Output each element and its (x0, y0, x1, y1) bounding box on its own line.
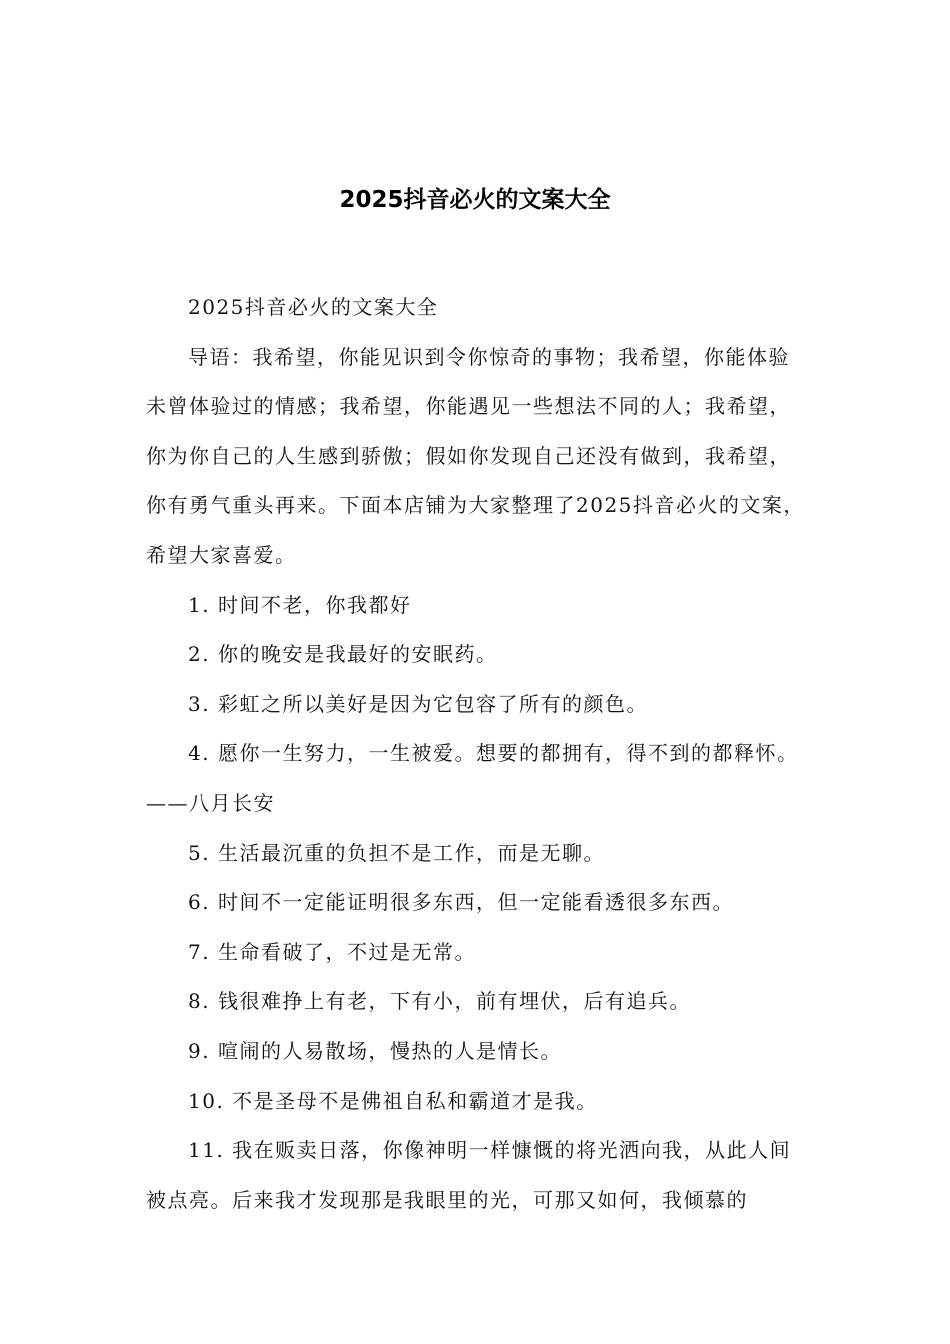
list-item: 6. 时间不一定能证明很多东西，但一定能看透很多东西。 (188, 890, 734, 915)
list-item: 5. 生活最沉重的负担不是工作，而是无聊。 (188, 840, 605, 865)
subtitle-paragraph: 2025抖音必火的文案大全 (188, 295, 439, 319)
document-body (146, 283, 808, 1225)
intro-paragraph: 导语：我希望，你能见识到令你惊奇的事物；我希望，你能体验未曾体验过的情感；我希望，你能遇见一些想法不同的人；我希望，你为你自己的人生感到骄傲；假如你发现自己还没有做到，我希望，你有勇气重头再来。下面本店铺为大家整理了2025抖音必火的文案，希望大家喜爱。 (146, 344, 805, 567)
list-item: 11. 我在贩卖日落，你像神明一样慷慨的将光洒向我，从此人间被点亮。后来我才发现那是我眼里的光，可那又如何，我倾慕的 (146, 1138, 792, 1212)
list-item: 9. 喧闹的人易散场，慢热的人是情长。 (188, 1038, 562, 1063)
list-item: 3. 彩虹之所以美好是因为它包容了所有的颜色。 (188, 691, 648, 716)
document-title: 2025抖音必火的文案大全 (339, 187, 611, 213)
list-item: 2. 你的晚安是我最好的安眠药。 (188, 642, 498, 667)
list-item: 8. 钱很难挣上有老，下有小，前有埋伏，后有追兵。 (188, 989, 691, 1014)
list-item: 7. 生命看破了，不过是无常。 (188, 939, 476, 964)
list-item: 1. 时间不老，你我都好 (188, 592, 412, 617)
list-item: 10. 不是圣母不是佛祖自私和霸道才是我。 (188, 1088, 598, 1113)
list-item: 4. 愿你一生努力，一生被爱。想要的都拥有，得不到的都释怀。——八月长安 (146, 741, 799, 815)
